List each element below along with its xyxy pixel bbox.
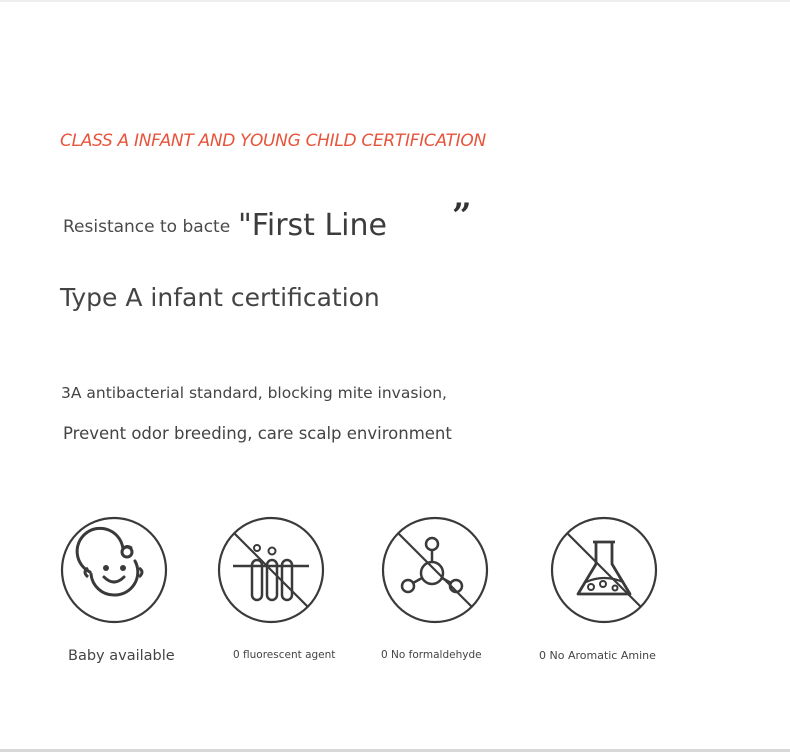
page-title: Type A infant certification (60, 283, 380, 312)
first-line-overlay-text: "First Line (238, 208, 387, 243)
resistance-subline: Resistance to bacte (63, 217, 231, 237)
no-test-tubes-icon (217, 516, 325, 624)
feature-label-aromatic-amine: 0 No Aromatic Amine (539, 649, 656, 662)
no-molecule-icon (381, 516, 489, 624)
feature-label-baby: Baby available (68, 648, 175, 664)
top-divider (0, 0, 790, 2)
feature-label-fluorescent: 0 fluorescent agent (233, 649, 336, 661)
closing-quote-mark: ” (452, 196, 472, 236)
description-line-1: 3A antibacterial standard, blocking mite invasion, (61, 384, 447, 402)
feature-label-formaldehyde: 0 No formaldehyde (381, 649, 482, 661)
baby-face-icon (60, 516, 168, 624)
certification-heading: CLASS A INFANT AND YOUNG CHILD CERTIFICATION (60, 131, 486, 151)
description-line-2: Prevent odor breeding, care scalp environment (63, 424, 452, 443)
no-flask-icon (550, 516, 658, 624)
